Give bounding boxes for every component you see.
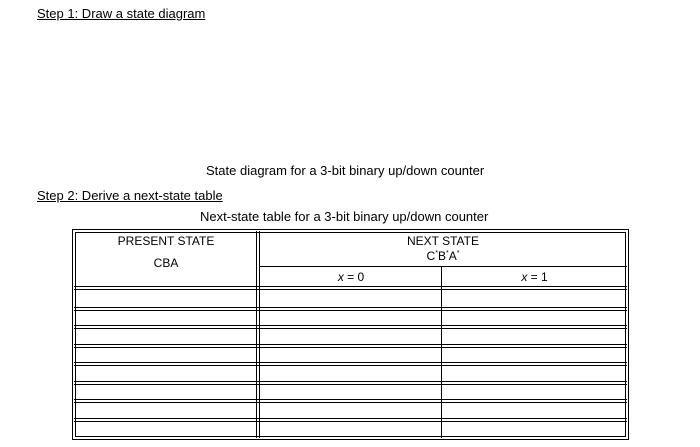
next-state-header: NEXT STATE <box>406 234 479 248</box>
row-divider <box>74 344 627 345</box>
row-divider <box>74 418 627 419</box>
row-divider <box>74 365 627 366</box>
row-divider <box>74 402 627 403</box>
step2-heading: Step 2: Derive a next-state table <box>37 188 223 203</box>
row-divider <box>74 307 627 308</box>
row-divider <box>74 362 627 363</box>
x0-var: x <box>337 270 344 284</box>
next-state-vars <box>262 249 624 263</box>
x1-header <box>443 270 626 284</box>
next-state-table-caption: Next-state table for a 3-bit binary up/down counter <box>200 209 489 224</box>
row-divider <box>74 399 627 400</box>
header-bottom-line-1 <box>74 286 627 287</box>
next-state-var-c: C <box>426 249 436 263</box>
row-divider <box>74 347 627 348</box>
next-state-mark-a: * <box>456 250 460 257</box>
row-divider <box>74 381 627 382</box>
row-divider <box>74 310 627 311</box>
col-divider-present-left <box>256 231 257 438</box>
x0-header <box>262 270 440 284</box>
next-state-subheader-line <box>260 266 627 267</box>
present-state-vars: CBA <box>153 256 179 270</box>
step1-heading: Step 1: Draw a state diagram <box>37 6 206 21</box>
next-state-mark-b: * <box>445 250 449 257</box>
next-state-var-a: A <box>448 249 457 263</box>
state-diagram-caption: State diagram for a 3-bit binary up/down counter <box>206 163 485 178</box>
row-divider <box>74 384 627 385</box>
col-divider-x <box>441 266 442 438</box>
col-divider-present-right <box>259 231 260 438</box>
next-state-var-b: B <box>437 249 446 263</box>
x1-rest: = 1 <box>527 270 548 284</box>
row-divider <box>74 328 627 329</box>
header-bottom-line-2 <box>74 289 627 290</box>
present-state-header: PRESENT STATE <box>117 234 215 248</box>
x0-rest: = 0 <box>343 270 365 284</box>
next-state-mark-c: * <box>435 250 438 257</box>
row-divider <box>74 325 627 326</box>
row-divider <box>74 421 627 422</box>
x1-var: x <box>521 270 528 284</box>
